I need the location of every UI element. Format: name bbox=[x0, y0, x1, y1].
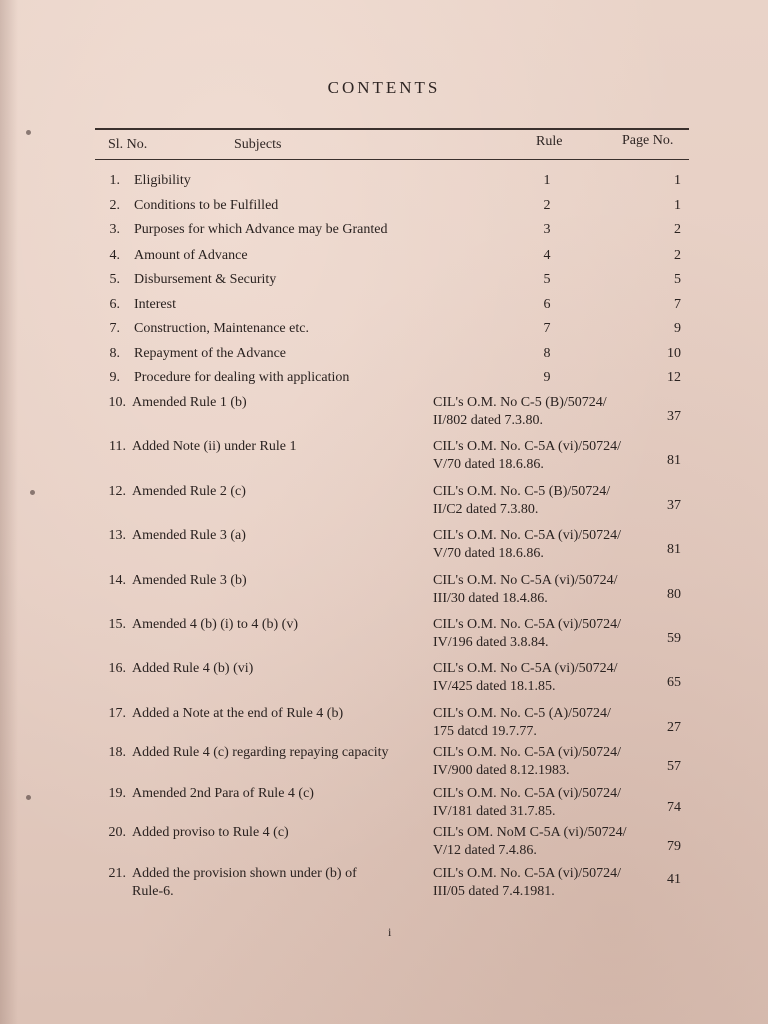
row-subject: Amended Rule 3 (b) bbox=[132, 573, 247, 588]
row-number: 14. bbox=[108, 573, 126, 588]
header-sl-no: Sl. No. bbox=[108, 137, 148, 152]
row-rule-reference bbox=[537, 247, 557, 265]
row-number: 11. bbox=[109, 439, 126, 454]
rule-reference-line: 3 bbox=[543, 222, 551, 237]
rule-reference-line: III/05 dated 7.4.1981. bbox=[433, 884, 555, 899]
rule-reference-line: CIL's OM. NoM C-5A (vi)/50724/ bbox=[433, 825, 627, 840]
row-page-number: 79 bbox=[667, 839, 681, 854]
row-subject: Added Note (ii) under Rule 1 bbox=[132, 439, 297, 454]
row-rule-reference bbox=[433, 744, 621, 780]
rule-reference-line: V/12 dated 7.4.86. bbox=[433, 843, 537, 858]
row-number: 15. bbox=[108, 617, 126, 632]
row-number: 19. bbox=[108, 786, 126, 801]
row-subject: Amended Rule 2 (c) bbox=[132, 484, 246, 499]
rule-reference-line: CIL's O.M. No C-5A (vi)/50724/ bbox=[433, 573, 618, 588]
row-number: 5. bbox=[109, 272, 120, 287]
row-page-number: 1 bbox=[674, 198, 681, 213]
row-subject: Amended Rule 1 (b) bbox=[132, 395, 247, 410]
binding-hole bbox=[26, 130, 31, 135]
row-number: 12. bbox=[108, 484, 126, 499]
rule-reference-line: 4 bbox=[543, 248, 551, 263]
rule-reference-line: CIL's O.M. No C-5 (B)/50724/ bbox=[433, 395, 607, 410]
row-number: 7. bbox=[109, 321, 120, 336]
row-rule-reference bbox=[537, 345, 557, 363]
rule-reference-line: CIL's O.M. No. C-5A (vi)/50724/ bbox=[433, 866, 622, 881]
row-page-number: 37 bbox=[667, 409, 681, 424]
row-rule-reference bbox=[537, 320, 557, 338]
row-rule-reference bbox=[433, 438, 621, 474]
row-subject: Conditions to be Fulfilled bbox=[134, 198, 279, 213]
row-number: 16. bbox=[108, 661, 126, 676]
row-subject: Added Rule 4 (c) regarding repaying capacity bbox=[132, 745, 389, 760]
row-number: 2. bbox=[109, 198, 120, 213]
rule-reference-line: 7 bbox=[543, 321, 551, 336]
rule-reference-line: CIL's O.M. No. C-5 (A)/50724/ bbox=[433, 706, 611, 721]
rule-reference-line: V/70 dated 18.6.86. bbox=[433, 457, 544, 472]
rule-reference-line: II/802 dated 7.3.80. bbox=[433, 413, 544, 428]
rule-reference-line: 175 datcd 19.7.77. bbox=[433, 724, 537, 739]
row-subject: Added Rule 4 (b) (vi) bbox=[132, 661, 254, 676]
row-subject: Repayment of the Advance bbox=[134, 346, 287, 361]
row-subject: Construction, Maintenance etc. bbox=[134, 321, 309, 336]
row-subject bbox=[132, 865, 357, 901]
row-number: 10. bbox=[108, 395, 126, 410]
row-rule-reference bbox=[537, 296, 557, 314]
row-rule-reference bbox=[537, 369, 557, 387]
row-subject: Interest bbox=[134, 297, 176, 312]
binding-hole bbox=[30, 490, 35, 495]
row-rule-reference bbox=[433, 660, 618, 696]
row-number: 17. bbox=[108, 706, 126, 721]
row-subject: Amended 2nd Para of Rule 4 (c) bbox=[132, 786, 314, 801]
header-rule: Rule bbox=[536, 134, 563, 149]
rule-reference-line: IV/196 dated 3.8.84. bbox=[433, 635, 549, 650]
row-number: 1. bbox=[109, 173, 120, 188]
row-rule-reference bbox=[433, 785, 621, 821]
row-rule-reference bbox=[433, 865, 621, 901]
row-rule-reference bbox=[433, 572, 618, 608]
header-bottom-rule bbox=[95, 159, 689, 160]
row-page-number: 57 bbox=[667, 759, 681, 774]
header-page-no: Page No. bbox=[622, 133, 674, 148]
rule-reference-line: III/30 dated 18.4.86. bbox=[433, 591, 548, 606]
row-subject: Purposes for which Advance may be Granted bbox=[134, 222, 388, 237]
rule-reference-line: 6 bbox=[543, 297, 551, 312]
page-title: CONTENTS bbox=[327, 78, 441, 97]
row-number: 8. bbox=[109, 346, 120, 361]
rule-reference-line: CIL's O.M. No. C-5A (vi)/50724/ bbox=[433, 786, 622, 801]
row-subject: Amount of Advance bbox=[134, 248, 248, 263]
rule-reference-line: IV/181 dated 31.7.85. bbox=[433, 804, 556, 819]
row-page-number: 9 bbox=[674, 321, 681, 336]
row-rule-reference bbox=[433, 527, 621, 563]
row-page-number: 37 bbox=[667, 498, 681, 513]
rule-reference-line: CIL's O.M. No. C-5A (vi)/50724/ bbox=[433, 745, 622, 760]
row-page-number: 1 bbox=[674, 173, 681, 188]
row-page-number: 65 bbox=[667, 675, 681, 690]
rule-reference-line: IV/425 dated 18.1.85. bbox=[433, 679, 556, 694]
row-subject: Disbursement & Security bbox=[134, 272, 277, 287]
row-rule-reference bbox=[433, 394, 607, 430]
row-page-number: 74 bbox=[667, 800, 681, 815]
rule-reference-line: 9 bbox=[543, 370, 551, 385]
row-rule-reference bbox=[537, 271, 557, 289]
row-page-number: 81 bbox=[667, 453, 681, 468]
row-rule-reference bbox=[537, 172, 557, 190]
header-top-rule bbox=[95, 128, 689, 130]
row-subject: Amended 4 (b) (i) to 4 (b) (v) bbox=[132, 617, 299, 632]
rule-reference-line: IV/900 dated 8.12.1983. bbox=[433, 763, 570, 778]
row-number: 9. bbox=[109, 370, 120, 385]
row-rule-reference bbox=[537, 221, 557, 239]
row-subject-line: Added the provision shown under (b) of bbox=[132, 866, 357, 881]
rule-reference-line: CIL's O.M. No. C-5A (vi)/50724/ bbox=[433, 528, 622, 543]
row-subject: Amended Rule 3 (a) bbox=[132, 528, 246, 543]
page-footer-number: i bbox=[388, 925, 392, 939]
rule-reference-line: 5 bbox=[543, 272, 551, 287]
row-number: 13. bbox=[108, 528, 126, 543]
header-subjects: Subjects bbox=[234, 137, 282, 152]
row-page-number: 81 bbox=[667, 542, 681, 557]
rule-reference-line: CIL's O.M. No. C-5 (B)/50724/ bbox=[433, 484, 611, 499]
rule-reference-line: V/70 dated 18.6.86. bbox=[433, 546, 544, 561]
row-page-number: 5 bbox=[674, 272, 681, 287]
row-rule-reference bbox=[433, 616, 621, 652]
row-page-number: 10 bbox=[667, 346, 681, 361]
row-rule-reference bbox=[433, 483, 610, 519]
binding-hole bbox=[26, 795, 31, 800]
rule-reference-line: CIL's O.M. No. C-5A (vi)/50724/ bbox=[433, 439, 622, 454]
rule-reference-line: CIL's O.M. No. C-5A (vi)/50724/ bbox=[433, 617, 622, 632]
row-page-number: 12 bbox=[667, 370, 681, 385]
row-page-number: 41 bbox=[667, 872, 681, 887]
row-page-number: 7 bbox=[674, 297, 681, 312]
row-subject-line: Rule-6. bbox=[132, 884, 174, 899]
row-page-number: 59 bbox=[667, 631, 681, 646]
row-rule-reference bbox=[433, 705, 611, 741]
row-subject: Procedure for dealing with application bbox=[134, 370, 350, 385]
row-page-number: 2 bbox=[674, 222, 681, 237]
row-subject: Added a Note at the end of Rule 4 (b) bbox=[132, 706, 344, 721]
rule-reference-line: CIL's O.M. No C-5A (vi)/50724/ bbox=[433, 661, 618, 676]
row-number: 3. bbox=[109, 222, 120, 237]
row-number: 18. bbox=[108, 745, 126, 760]
row-number: 4. bbox=[109, 248, 120, 263]
rule-reference-line: 8 bbox=[543, 346, 551, 361]
row-number: 21. bbox=[108, 866, 126, 881]
row-subject: Eligibility bbox=[134, 173, 191, 188]
rule-reference-line: II/C2 dated 7.3.80. bbox=[433, 502, 539, 517]
row-subject: Added proviso to Rule 4 (c) bbox=[132, 825, 289, 840]
row-number: 6. bbox=[109, 297, 120, 312]
page-edge-shadow bbox=[0, 0, 18, 1024]
row-rule-reference bbox=[433, 824, 626, 860]
row-rule-reference bbox=[537, 197, 557, 215]
row-number: 20. bbox=[108, 825, 126, 840]
row-page-number: 80 bbox=[667, 587, 681, 602]
row-page-number: 27 bbox=[667, 720, 681, 735]
rule-reference-line: 2 bbox=[543, 198, 551, 213]
rule-reference-line: 1 bbox=[543, 173, 551, 188]
row-page-number: 2 bbox=[674, 248, 681, 263]
